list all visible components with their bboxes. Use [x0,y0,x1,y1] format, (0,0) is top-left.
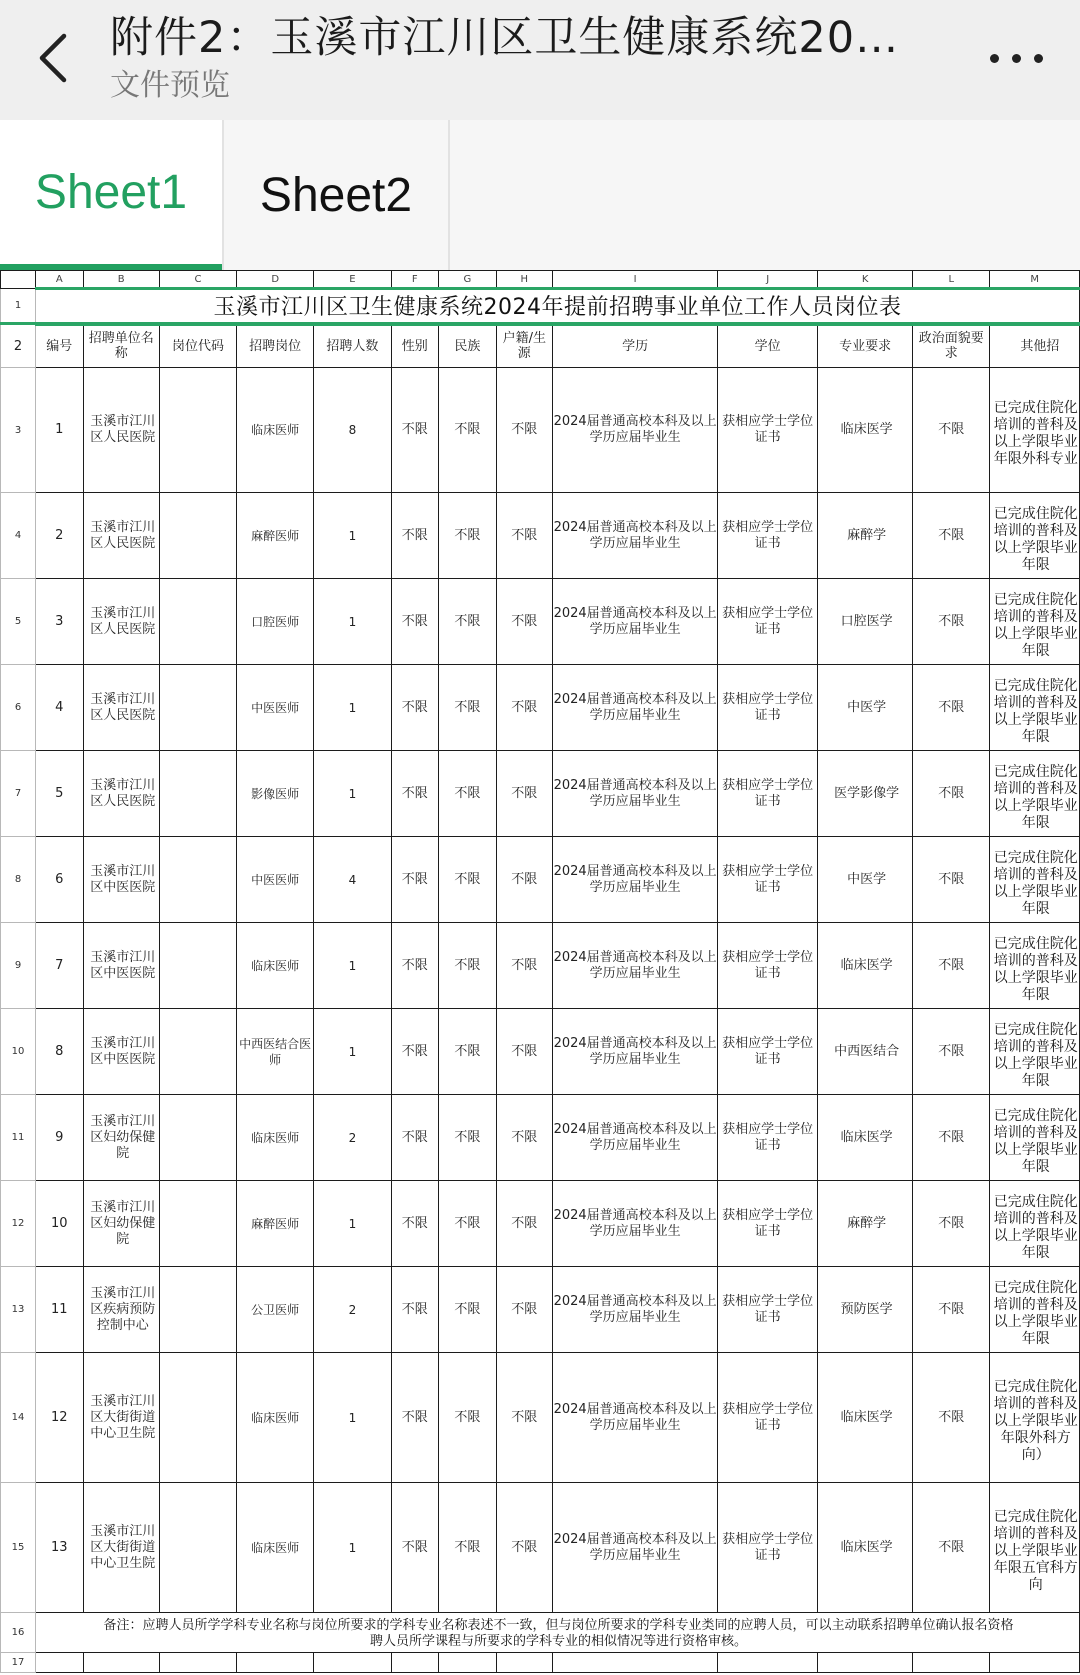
more-dots-icon [990,54,999,63]
cell-degree[interactable]: 获相应学士学位证书 [718,751,818,837]
row-number[interactable]: 3 [1,368,36,493]
back-button[interactable] [28,18,88,98]
cell-unit[interactable]: 玉溪市江川区中医医院 [83,837,159,923]
more-options-button[interactable] [982,38,1052,78]
top-bar [0,0,1080,120]
table-row [1,1181,1080,1267]
cell-political[interactable]: 不限 [913,1267,990,1353]
cell-ethnic[interactable]: 不限 [439,1009,496,1095]
cell-edu[interactable]: 2024届普通高校本科及以上学历应届毕业生 [553,1267,718,1353]
table-row [1,837,1080,923]
cell-political[interactable]: 不限 [913,1181,990,1267]
cell-post[interactable]: 影像医师 [237,751,314,837]
cell-other[interactable]: 已完成住院化培训的普科及以上学限毕业年限外科专业 [990,368,1080,493]
row-number[interactable]: 6 [1,665,36,751]
cell-code[interactable] [159,751,236,837]
column-header[interactable]: B [83,271,159,289]
cell-post[interactable]: 中医医师 [237,837,314,923]
cell-political[interactable]: 不限 [913,1353,990,1483]
cell-edu[interactable]: 2024届普通高校本科及以上学历应届毕业生 [553,493,718,579]
cell-unit[interactable]: 玉溪市江川区人民医院 [83,493,159,579]
column-header[interactable]: J [718,271,818,289]
cell-post[interactable]: 临床医师 [237,1353,314,1483]
cell-major[interactable]: 临床医学 [818,1095,913,1181]
cell-no[interactable]: 8 [36,1009,84,1095]
header-cell[interactable]: 招聘岗位 [237,324,314,368]
header-cell[interactable]: 岗位代码 [159,324,236,368]
table-row [1,1267,1080,1353]
row-number[interactable]: 8 [1,837,36,923]
table-row [1,579,1080,665]
cell-code[interactable] [159,665,236,751]
tabs-empty-area [450,120,1080,270]
cell-no[interactable]: 12 [36,1353,84,1483]
cell-count[interactable]: 1 [314,493,391,579]
note-cell[interactable] [36,1613,1080,1653]
row-number[interactable]: 4 [1,493,36,579]
more-dot [1012,54,1021,63]
cell-no[interactable]: 4 [36,665,84,751]
empty-cell[interactable] [83,1653,159,1673]
empty-cell[interactable] [439,1653,496,1673]
cell-unit[interactable]: 玉溪市江川区大街街道中心卫生院 [83,1483,159,1613]
cell-other[interactable]: 已完成住院化培训的普科及以上学限毕业年限外科方向） [990,1353,1080,1483]
cell-degree[interactable]: 获相应学士学位证书 [718,1483,818,1613]
cell-unit[interactable]: 玉溪市江川区人民医院 [83,579,159,665]
cell-major[interactable]: 临床医学 [818,368,913,493]
cell-post[interactable]: 临床医师 [237,368,314,493]
cell-origin[interactable]: 不限 [496,1353,553,1483]
column-header[interactable]: K [818,271,913,289]
cell-other[interactable]: 已完成住院化培训的普科及以上学限毕业年限 [990,493,1080,579]
row-number[interactable]: 11 [1,1095,36,1181]
cell-degree[interactable]: 获相应学士学位证书 [718,1009,818,1095]
table-row [1,368,1080,493]
empty-cell[interactable] [159,1653,236,1673]
cell-gender[interactable]: 不限 [391,493,439,579]
cell-other[interactable]: 已完成住院化培训的普科及以上学限毕业年限 [990,837,1080,923]
cell-political[interactable]: 不限 [913,751,990,837]
cell-other[interactable]: 已完成住院化培训的普科及以上学限毕业年限 [990,923,1080,1009]
cell-edu[interactable]: 2024届普通高校本科及以上学历应届毕业生 [553,368,718,493]
spreadsheet-view[interactable] [0,270,1080,1675]
header-cell[interactable]: 招聘人数 [314,324,391,368]
cell-count[interactable]: 1 [314,665,391,751]
cell-other[interactable]: 已完成住院化培训的普科及以上学限毕业年限 [990,1267,1080,1353]
cell-political[interactable]: 不限 [913,665,990,751]
cell-no[interactable]: 10 [36,1181,84,1267]
row-number[interactable]: 14 [1,1353,36,1483]
column-header[interactable]: H [496,271,553,289]
cell-code[interactable] [159,1095,236,1181]
column-header[interactable]: M [990,271,1080,289]
cell-other[interactable]: 已完成住院化培训的普科及以上学限毕业年限 [990,751,1080,837]
cell-major[interactable]: 医学影像学 [818,751,913,837]
cell-other[interactable]: 已完成住院化培训的普科及以上学限毕业年限 [990,665,1080,751]
cell-no[interactable]: 6 [36,837,84,923]
cell-major[interactable]: 口腔医学 [818,579,913,665]
cell-major[interactable]: 中医学 [818,665,913,751]
cell-origin[interactable]: 不限 [496,1095,553,1181]
header-cell[interactable]: 学历 [553,324,718,368]
header-cell[interactable]: 户籍/生源 [496,324,553,368]
cell-gender[interactable]: 不限 [391,837,439,923]
cell-ethnic[interactable]: 不限 [439,1095,496,1181]
cell-count[interactable]: 2 [314,1267,391,1353]
cell-degree[interactable]: 获相应学士学位证书 [718,665,818,751]
cell-ethnic[interactable]: 不限 [439,1181,496,1267]
cell-political[interactable]: 不限 [913,579,990,665]
cell-no[interactable]: 2 [36,493,84,579]
header-cell[interactable]: 编号 [36,324,84,368]
cell-ethnic[interactable]: 不限 [439,837,496,923]
column-header[interactable]: F [391,271,439,289]
empty-cell[interactable] [913,1653,990,1673]
column-header-row [1,271,1080,289]
cell-degree[interactable]: 获相应学士学位证书 [718,368,818,493]
cell-unit[interactable]: 玉溪市江川区中医医院 [83,1009,159,1095]
cell-gender[interactable]: 不限 [391,1181,439,1267]
cell-origin[interactable]: 不限 [496,1181,553,1267]
more-dot [1034,54,1043,63]
cell-edu[interactable]: 2024届普通高校本科及以上学历应届毕业生 [553,1483,718,1613]
cell-major[interactable]: 中医学 [818,837,913,923]
cell-other[interactable]: 已完成住院化培训的普科及以上学限毕业年限 [990,1009,1080,1095]
cell-degree[interactable]: 获相应学士学位证书 [718,1095,818,1181]
cell-gender[interactable]: 不限 [391,1483,439,1613]
cell-count[interactable]: 1 [314,1353,391,1483]
cell-no[interactable]: 1 [36,368,84,493]
cell-count[interactable]: 1 [314,923,391,1009]
note-line-1: 备注：应聘人员所学学科专业名称与岗位所要求的学科专业名称表述不一致，但与岗位所要求的学科专业类同的应聘人员，可以主动联系招聘单位确认报名资格 [103,1617,1014,1633]
cell-gender[interactable]: 不限 [391,1353,439,1483]
cell-edu[interactable]: 2024届普通高校本科及以上学历应届毕业生 [553,1181,718,1267]
cell-code[interactable] [159,493,236,579]
cell-count[interactable]: 1 [314,1181,391,1267]
note-row [1,1613,1080,1653]
row-number[interactable]: 2 [1,324,36,368]
cell-major[interactable]: 中西医结合 [818,1009,913,1095]
cell-unit[interactable]: 玉溪市江川区人民医院 [83,665,159,751]
title-row [1,289,1080,324]
cell-ethnic[interactable]: 不限 [439,493,496,579]
row-number[interactable]: 7 [1,751,36,837]
cell-edu[interactable]: 2024届普通高校本科及以上学历应届毕业生 [553,923,718,1009]
cell-origin[interactable]: 不限 [496,1009,553,1095]
cell-edu[interactable]: 2024届普通高校本科及以上学历应届毕业生 [553,1009,718,1095]
cell-post[interactable]: 中医医师 [237,665,314,751]
cell-gender[interactable]: 不限 [391,1267,439,1353]
cell-gender[interactable]: 不限 [391,368,439,493]
cell-political[interactable]: 不限 [913,1483,990,1613]
cell-gender[interactable]: 不限 [391,923,439,1009]
cell-origin[interactable]: 不限 [496,665,553,751]
back-arrow-icon [34,28,74,88]
cell-no[interactable]: 3 [36,579,84,665]
cell-political[interactable]: 不限 [913,368,990,493]
header-cell[interactable]: 民族 [439,324,496,368]
cell-unit[interactable]: 玉溪市江川区人民医院 [83,751,159,837]
empty-cell[interactable] [391,1653,439,1673]
cell-ethnic[interactable]: 不限 [439,1267,496,1353]
cell-degree[interactable]: 获相应学士学位证书 [718,579,818,665]
document-title: 附件2：玉溪市江川区卫生健康系统20… [110,13,900,63]
cell-count[interactable]: 1 [314,751,391,837]
cell-degree[interactable]: 获相应学士学位证书 [718,1353,818,1483]
cell-post[interactable]: 中西医结合医师 [237,1009,314,1095]
cell-origin[interactable]: 不限 [496,493,553,579]
cell-post[interactable]: 口腔医师 [237,579,314,665]
row-number[interactable]: 13 [1,1267,36,1353]
header-cell[interactable]: 其他招 [990,324,1080,368]
cell-unit[interactable]: 玉溪市江川区中医医院 [83,923,159,1009]
column-header[interactable]: D [237,271,314,289]
sheet-tabs [0,120,1080,270]
table-row [1,1095,1080,1181]
column-header[interactable]: I [553,271,718,289]
empty-cell[interactable] [496,1653,553,1673]
header-cell[interactable]: 性别 [391,324,439,368]
cell-post[interactable]: 临床医师 [237,1095,314,1181]
tab-sheet2[interactable]: Sheet2 [222,120,450,270]
cell-edu[interactable]: 2024届普通高校本科及以上学历应届毕业生 [553,665,718,751]
table-row [1,1653,1080,1673]
cell-major[interactable]: 麻醉学 [818,1181,913,1267]
cell-code[interactable] [159,1483,236,1613]
row-number[interactable]: 17 [1,1653,36,1673]
cell-count[interactable]: 1 [314,1009,391,1095]
cell-origin[interactable]: 不限 [496,923,553,1009]
table-row [1,1483,1080,1613]
cell-unit[interactable]: 玉溪市江川区人民医院 [83,368,159,493]
column-header[interactable]: C [159,271,236,289]
cell-other[interactable]: 已完成住院化培训的普科及以上学限毕业年限 [990,1181,1080,1267]
cell-ethnic[interactable]: 不限 [439,923,496,1009]
header-cell[interactable]: 招聘单位名称 [83,324,159,368]
cell-no[interactable]: 13 [36,1483,84,1613]
cell-origin[interactable]: 不限 [496,1483,553,1613]
cell-post[interactable]: 麻醉医师 [237,1181,314,1267]
cell-gender[interactable]: 不限 [391,1095,439,1181]
empty-cell[interactable] [36,1653,84,1673]
table-row [1,1353,1080,1483]
empty-cell[interactable] [314,1653,391,1673]
row-number[interactable]: 10 [1,1009,36,1095]
cell-ethnic[interactable]: 不限 [439,579,496,665]
cell-origin[interactable]: 不限 [496,368,553,493]
cell-degree[interactable]: 获相应学士学位证书 [718,837,818,923]
cell-count[interactable]: 1 [314,579,391,665]
cell-unit[interactable]: 玉溪市江川区妇幼保健院 [83,1095,159,1181]
table-row [1,665,1080,751]
row-number[interactable]: 1 [1,289,36,324]
cell-degree[interactable]: 获相应学士学位证书 [718,1267,818,1353]
cell-major[interactable]: 麻醉学 [818,493,913,579]
cell-code[interactable] [159,1353,236,1483]
cell-major[interactable]: 临床医学 [818,1353,913,1483]
tab-sheet1[interactable]: Sheet1 [0,120,222,270]
column-header[interactable]: G [439,271,496,289]
sheet-title-cell[interactable]: 玉溪市江川区卫生健康系统2024年提前招聘事业单位工作人员岗位表 [36,289,1080,324]
cell-unit[interactable]: 玉溪市江川区疾病预防控制中心 [83,1267,159,1353]
cell-code[interactable] [159,1009,236,1095]
cell-ethnic[interactable]: 不限 [439,1353,496,1483]
header-cell[interactable]: 学位 [718,324,818,368]
cell-gender[interactable]: 不限 [391,1009,439,1095]
empty-cell[interactable] [818,1653,913,1673]
empty-cell[interactable] [718,1653,818,1673]
cell-edu[interactable]: 2024届普通高校本科及以上学历应届毕业生 [553,1095,718,1181]
cell-count[interactable]: 1 [314,1483,391,1613]
row-number[interactable]: 15 [1,1483,36,1613]
cell-edu[interactable]: 2024届普通高校本科及以上学历应届毕业生 [553,837,718,923]
cell-post[interactable]: 临床医师 [237,923,314,1009]
cell-degree[interactable]: 获相应学士学位证书 [718,923,818,1009]
cell-other[interactable]: 已完成住院化培训的普科及以上学限毕业年限五官科方向 [990,1483,1080,1613]
cell-political[interactable]: 不限 [913,493,990,579]
cell-degree[interactable]: 获相应学士学位证书 [718,1181,818,1267]
table-row [1,493,1080,579]
cell-origin[interactable]: 不限 [496,751,553,837]
cell-no[interactable]: 9 [36,1095,84,1181]
cell-count[interactable]: 8 [314,368,391,493]
cell-gender[interactable]: 不限 [391,751,439,837]
row-number[interactable]: 5 [1,579,36,665]
cell-edu[interactable]: 2024届普通高校本科及以上学历应届毕业生 [553,579,718,665]
note-line-2: 聘人员所学课程与所要求的学科专业的相似情况等进行资格审核。 [370,1633,748,1649]
table-row [1,1009,1080,1095]
empty-cell[interactable] [553,1653,718,1673]
table-header-row [1,324,1080,368]
cell-political[interactable]: 不限 [913,1009,990,1095]
cell-count[interactable]: 2 [314,1095,391,1181]
cell-political[interactable]: 不限 [913,923,990,1009]
cell-code[interactable] [159,1181,236,1267]
cell-count[interactable]: 4 [314,837,391,923]
cell-major[interactable]: 预防医学 [818,1267,913,1353]
spreadsheet-grid [0,270,1080,1673]
row-number[interactable]: 12 [1,1181,36,1267]
cell-origin[interactable]: 不限 [496,579,553,665]
table-row [1,751,1080,837]
header-cell[interactable]: 政治面貌要求 [913,324,990,368]
column-header[interactable]: A [36,271,84,289]
cell-political[interactable]: 不限 [913,1095,990,1181]
cell-code[interactable] [159,837,236,923]
cell-edu[interactable]: 2024届普通高校本科及以上学历应届毕业生 [553,751,718,837]
cell-unit[interactable]: 玉溪市江川区妇幼保健院 [83,1181,159,1267]
cell-post[interactable]: 公卫医师 [237,1267,314,1353]
cell-degree[interactable]: 获相应学士学位证书 [718,493,818,579]
cell-other[interactable]: 已完成住院化培训的普科及以上学限毕业年限 [990,579,1080,665]
cell-edu[interactable]: 2024届普通高校本科及以上学历应届毕业生 [553,1353,718,1483]
cell-gender[interactable]: 不限 [391,579,439,665]
cell-other[interactable]: 已完成住院化培训的普科及以上学限毕业年限 [990,1095,1080,1181]
cell-major[interactable]: 临床医学 [818,1483,913,1613]
header-cell[interactable]: 专业要求 [818,324,913,368]
column-header[interactable]: E [314,271,391,289]
grid-corner[interactable] [1,271,36,289]
empty-cell[interactable] [990,1653,1080,1673]
cell-ethnic[interactable]: 不限 [439,1483,496,1613]
document-subtitle: 文件预览 [110,68,230,103]
cell-no[interactable]: 11 [36,1267,84,1353]
cell-ethnic[interactable]: 不限 [439,368,496,493]
row-number[interactable]: 9 [1,923,36,1009]
cell-code[interactable] [159,579,236,665]
cell-gender[interactable]: 不限 [391,665,439,751]
cell-no[interactable]: 5 [36,751,84,837]
column-header[interactable]: L [913,271,990,289]
cell-ethnic[interactable]: 不限 [439,751,496,837]
cell-code[interactable] [159,1267,236,1353]
cell-major[interactable]: 临床医学 [818,923,913,1009]
cell-code[interactable] [159,923,236,1009]
empty-cell[interactable] [237,1653,314,1673]
cell-political[interactable]: 不限 [913,837,990,923]
cell-origin[interactable]: 不限 [496,837,553,923]
cell-origin[interactable]: 不限 [496,1267,553,1353]
cell-post[interactable]: 麻醉医师 [237,493,314,579]
cell-no[interactable]: 7 [36,923,84,1009]
cell-unit[interactable]: 玉溪市江川区大街街道中心卫生院 [83,1353,159,1483]
cell-ethnic[interactable]: 不限 [439,665,496,751]
row-number[interactable]: 16 [1,1613,36,1653]
table-row [1,923,1080,1009]
cell-post[interactable]: 临床医师 [237,1483,314,1613]
cell-code[interactable] [159,368,236,493]
